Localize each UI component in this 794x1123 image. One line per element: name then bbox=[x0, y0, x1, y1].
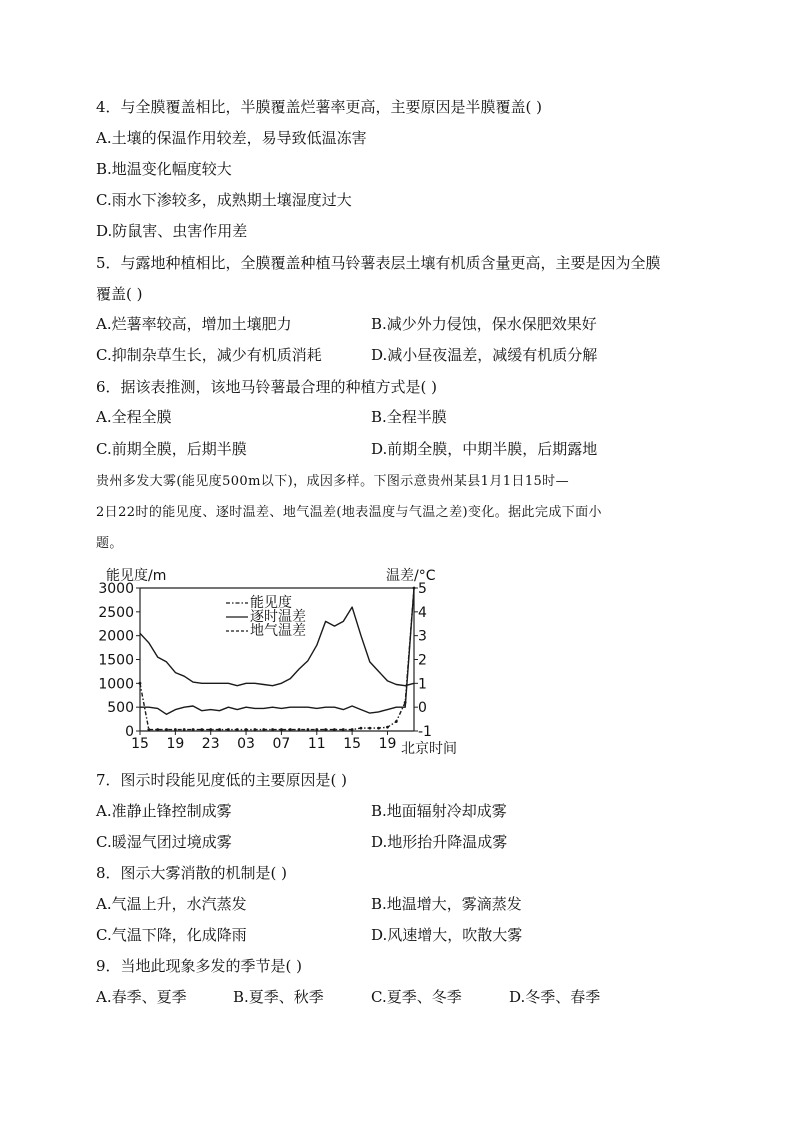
visibility-point bbox=[236, 728, 239, 731]
visibility-point bbox=[351, 728, 354, 731]
right-tick-label: 5 bbox=[418, 581, 427, 597]
q7-option-c: C.暖湿气团过境成雾 bbox=[96, 833, 232, 851]
passage-line2: 2日22时的能见度、逐时温差、地气温差(地表温度与气温之差)变化。据此完成下面小 bbox=[96, 505, 602, 520]
visibility-point bbox=[360, 727, 363, 730]
x-tick-label: 19 bbox=[378, 736, 397, 752]
visibility-point bbox=[254, 728, 257, 731]
x-tick-label: 07 bbox=[272, 736, 291, 752]
visibility-point bbox=[183, 728, 186, 731]
q5-stem-line1: 5．与露地种植相比，全膜覆盖种植马铃薯表层土壤有机质含量更高，主要是因为全膜 bbox=[96, 254, 661, 272]
q5-stem-line2: 覆盖( ) bbox=[96, 285, 143, 303]
left-axis-label: 能见度/m bbox=[106, 568, 167, 584]
left-tick-label: 500 bbox=[107, 700, 134, 717]
x-axis-label: 北京时间 bbox=[401, 741, 457, 757]
visibility-point bbox=[386, 726, 389, 729]
q6-option-d: D.前期全膜，中期半膜，后期露地 bbox=[371, 440, 598, 458]
q9-stem: 9．当地此现象多发的季节是( ) bbox=[96, 957, 303, 975]
q5-option-d: D.减小昼夜温差，减缓有机质分解 bbox=[371, 346, 598, 364]
q5-option-c: C.抑制杂草生长，减少有机质消耗 bbox=[96, 346, 322, 364]
visibility-point bbox=[245, 728, 248, 731]
visibility-point bbox=[262, 728, 265, 731]
visibility-point bbox=[377, 727, 380, 730]
visibility-point bbox=[271, 728, 274, 731]
q9-option-a: A.春季、夏季 bbox=[96, 988, 187, 1006]
q9-option-b: B.夏季、秋季 bbox=[233, 988, 324, 1006]
x-tick-label: 11 bbox=[307, 736, 326, 752]
q8-option-b: B.地温增大，雾滴蒸发 bbox=[371, 895, 522, 913]
left-tick-label: 1500 bbox=[98, 652, 134, 669]
visibility-point bbox=[165, 728, 168, 731]
q7-option-a: A.准静止锋控制成雾 bbox=[96, 802, 232, 820]
q7-option-b: B.地面辐射冷却成雾 bbox=[371, 802, 507, 820]
visibility-point bbox=[227, 728, 230, 731]
q4-option-d: D.防鼠害、虫害作用差 bbox=[96, 222, 248, 240]
x-tick-label: 19 bbox=[166, 736, 185, 752]
q9-option-d: D.冬季、春季 bbox=[509, 988, 601, 1006]
q4-option-b: B.地温变化幅度较大 bbox=[96, 160, 232, 178]
left-tick-label: 3000 bbox=[98, 581, 134, 597]
visibility-point bbox=[174, 728, 177, 731]
q8-option-c: C.气温下降，化成降雨 bbox=[96, 926, 247, 944]
right-tick-label: 3 bbox=[418, 628, 427, 645]
visibility-temperature-chart bbox=[96, 560, 457, 760]
q6-option-a: A.全程全膜 bbox=[96, 408, 172, 426]
q6-stem: 6．据该表推测，该地马铃薯最合理的种植方式是( ) bbox=[96, 378, 438, 396]
x-tick-label: 15 bbox=[343, 736, 362, 752]
q6-option-b: B.全程半膜 bbox=[371, 408, 447, 426]
visibility-point bbox=[307, 728, 310, 731]
right-tick-label: -1 bbox=[418, 724, 432, 740]
q6-option-c: C.前期全膜，后期半膜 bbox=[96, 440, 247, 458]
q8-stem: 8．图示大雾消散的机制是( ) bbox=[96, 864, 288, 882]
visibility-point bbox=[298, 728, 301, 731]
visibility-point bbox=[280, 728, 283, 731]
passage-line3: 题。 bbox=[96, 536, 123, 551]
visibility-point bbox=[333, 728, 336, 731]
right-tick-label: 1 bbox=[418, 676, 427, 693]
visibility-point bbox=[156, 728, 159, 731]
x-tick-label: 15 bbox=[131, 736, 149, 752]
visibility-point bbox=[315, 728, 318, 731]
left-tick-label: 2000 bbox=[98, 628, 134, 645]
passage-line1: 贵州多发大雾(能见度500m以下)，成因多样。下图示意贵州某县1月1日15时— bbox=[96, 474, 569, 489]
visibility-point bbox=[147, 728, 150, 731]
visibility-point bbox=[368, 727, 371, 730]
visibility-point bbox=[289, 728, 292, 731]
right-tick-label: 4 bbox=[418, 604, 427, 621]
right-axis-label: 温差/°C bbox=[386, 568, 436, 584]
left-tick-label: 0 bbox=[125, 724, 134, 740]
visibility-point bbox=[324, 728, 327, 731]
left-tick-label: 1000 bbox=[98, 676, 134, 693]
q4-option-c: C.雨水下渗较多，成熟期土壤湿度过大 bbox=[96, 191, 352, 209]
q8-option-a: A.气温上升，水汽蒸发 bbox=[96, 895, 247, 913]
visibility-point bbox=[209, 728, 212, 731]
visibility-point bbox=[342, 728, 345, 731]
q4-stem: 4．与全膜覆盖相比，半膜覆盖烂薯率更高，主要原因是半膜覆盖( ) bbox=[96, 98, 543, 116]
q4-option-a: A.土壤的保温作用较差，易导致低温冻害 bbox=[96, 129, 367, 147]
q8-option-d: D.风速增大，吹散大雾 bbox=[371, 926, 523, 944]
x-tick-label: 23 bbox=[201, 736, 220, 752]
visibility-point bbox=[395, 720, 398, 723]
right-tick-label: 0 bbox=[418, 700, 427, 717]
x-tick-label: 03 bbox=[237, 736, 255, 752]
visibility-point bbox=[139, 682, 142, 685]
visibility-point bbox=[192, 728, 195, 731]
q9-option-c: C.夏季、冬季 bbox=[371, 988, 462, 1006]
legend-label: 地气温差 bbox=[250, 623, 306, 639]
legend-label: 逐时温差 bbox=[250, 609, 306, 625]
visibility-point bbox=[218, 728, 221, 731]
q7-option-d: D.地形抬升降温成雾 bbox=[371, 833, 508, 851]
q5-option-a: A.烂薯率较高，增加土壤肥力 bbox=[96, 315, 292, 333]
legend-label: 能见度 bbox=[250, 595, 292, 611]
left-tick-label: 2500 bbox=[98, 604, 134, 621]
q5-option-b: B.减少外力侵蚀，保水保肥效果好 bbox=[371, 315, 597, 333]
q7-stem: 7．图示时段能见度低的主要原因是( ) bbox=[96, 771, 348, 789]
visibility-point bbox=[200, 728, 203, 731]
right-tick-label: 2 bbox=[418, 652, 427, 669]
